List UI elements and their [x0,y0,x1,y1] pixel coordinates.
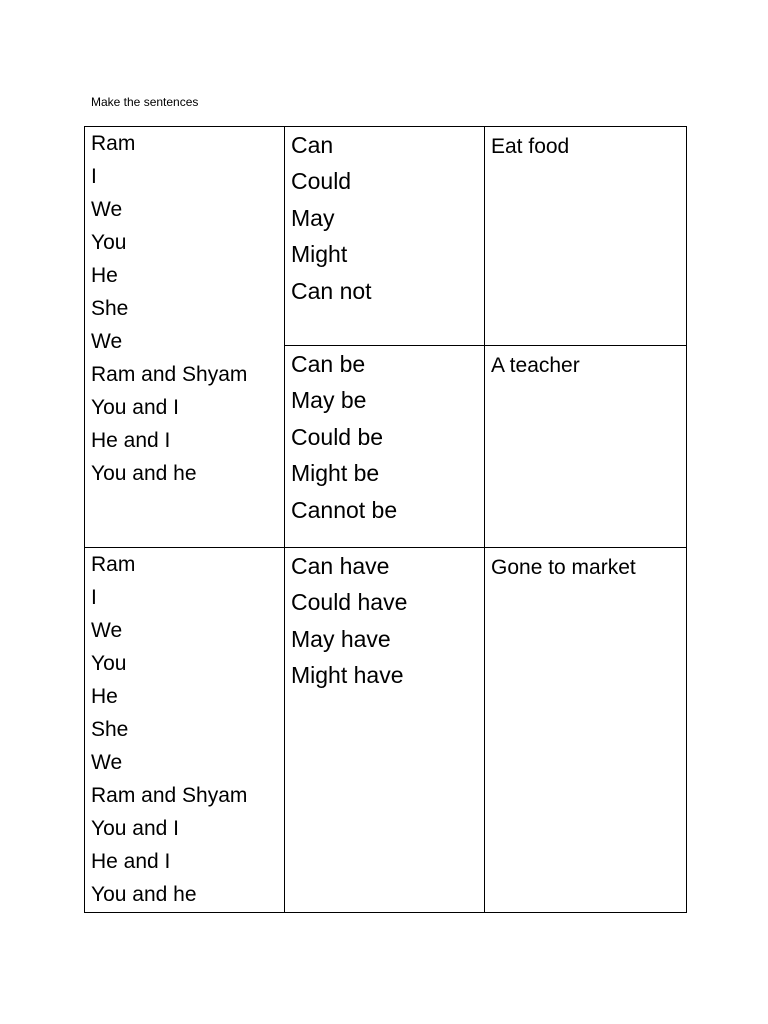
list-item: Could [291,168,352,195]
list-item: I [91,586,97,609]
list-item: You and I [91,396,179,419]
list-item: We [91,751,123,774]
list-item: She [91,718,129,741]
subject-list [91,127,284,490]
list-item: Can [291,132,334,158]
list-item: Ram [91,553,136,576]
instruction-text: Make the sentences [91,95,199,109]
subject-list [91,548,284,911]
list-item: Cannot be [291,496,398,523]
table-row [85,548,687,913]
list-item: Can not [291,277,372,304]
table-row [85,127,687,346]
list-item: Ram [91,132,136,155]
completion-cell-a [485,127,687,346]
list-item: Could be [291,423,384,450]
list-item: Might have [291,662,404,689]
list-item: Can have [291,553,390,579]
modal-list [291,127,484,309]
subjects-cell-top [85,127,285,548]
list-item: He and I [91,850,171,873]
list-item: We [91,330,123,353]
list-item: You and he [91,883,197,906]
completion-cell-c [485,548,687,913]
modals-cell-c [285,548,485,913]
list-item: You [91,231,127,254]
list-item: Could have [291,589,408,616]
list-item: I [91,165,97,188]
list-item: She [91,297,129,320]
completion-text: Eat food [491,135,570,158]
completion-cell-b [485,346,687,548]
list-item: We [91,619,123,642]
list-item: May [291,204,335,231]
modal-list [291,346,484,528]
list-item: Ram and Shyam [91,363,248,386]
list-item: We [91,198,123,221]
list-item: He [91,685,118,708]
modals-cell-a [285,127,485,346]
list-item: You and I [91,817,179,840]
list-item: You [91,652,127,675]
list-item: Might [291,241,348,268]
list-item: He and I [91,429,171,452]
list-item: You and he [91,462,197,485]
list-item: Ram and Shyam [91,784,248,807]
modal-list [291,548,484,694]
list-item: May be [291,387,367,414]
list-item: Might be [291,460,380,487]
subjects-cell-bottom [85,548,285,913]
list-item: May have [291,625,391,652]
completion-text: A teacher [491,354,580,377]
list-item: He [91,264,118,287]
list-item: Can be [291,351,366,377]
completion-text: Gone to market [491,556,636,579]
sentence-table [84,126,687,913]
modals-cell-b [285,346,485,548]
